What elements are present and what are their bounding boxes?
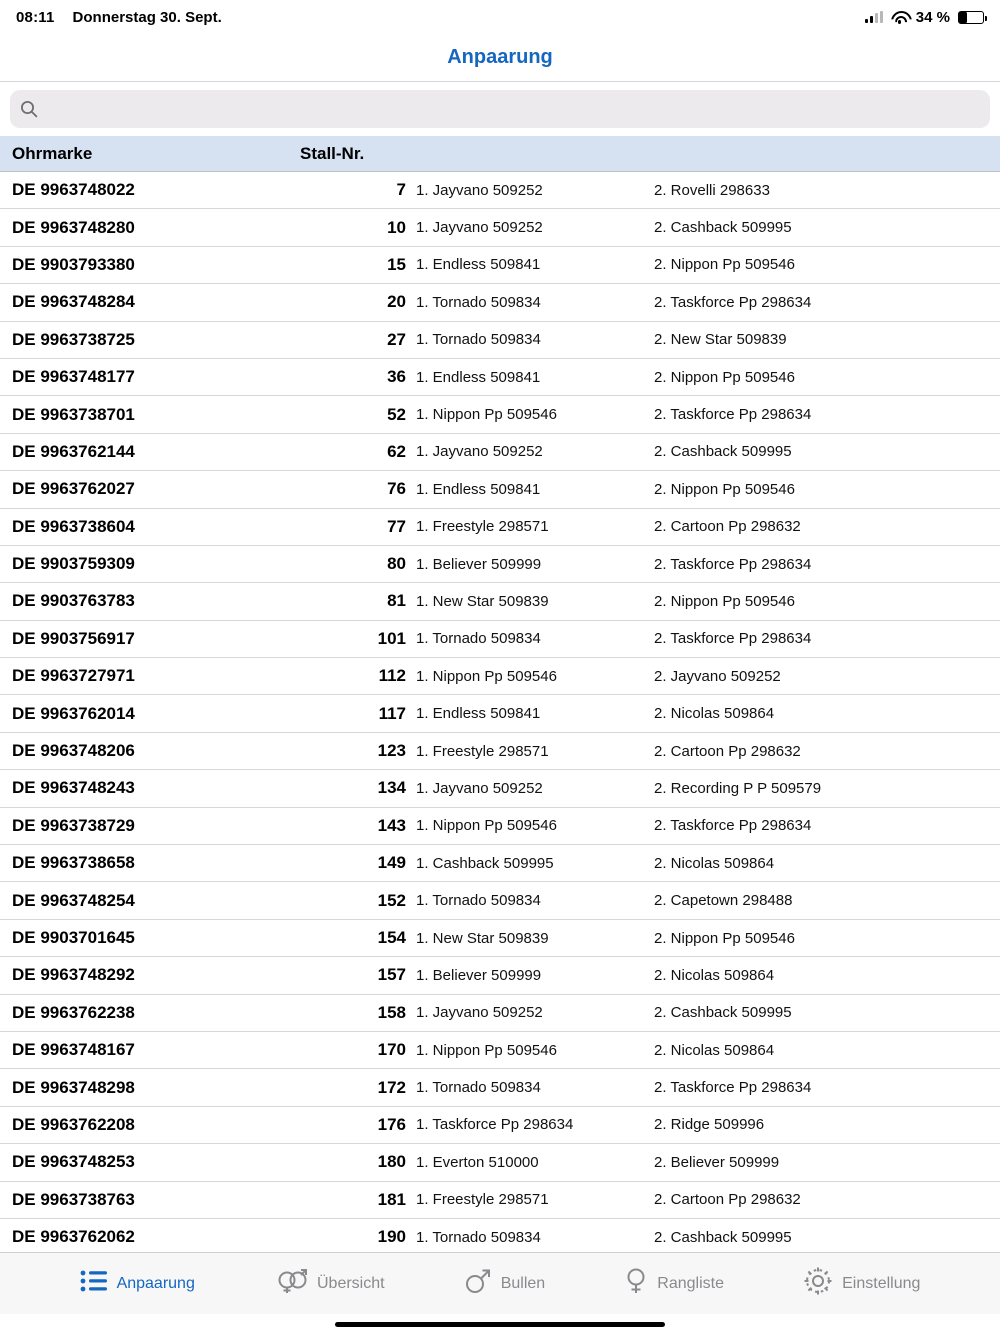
- gear-icon: [803, 1266, 833, 1301]
- cell-ohrmarke: DE 9903701645: [12, 928, 135, 947]
- tab-label-rangliste: Rangliste: [657, 1274, 724, 1292]
- cell-bull-first: 1. Endless 509841: [416, 705, 541, 723]
- cell-ohrmarke: DE 9963762238: [12, 1002, 135, 1022]
- cell-bull-first: 1. Tornado 509834: [416, 1228, 541, 1246]
- cell-bull-second: 2. Taskforce Pp 298634: [654, 406, 812, 424]
- cell-bull-second: 2. Cashback 509995: [654, 1004, 792, 1022]
- cell-bull-first: 1. Cashback 509995: [416, 854, 554, 872]
- table-row[interactable]: [0, 658, 1000, 695]
- cell-bull-first: 1. Nippon Pp 509546: [416, 1041, 557, 1059]
- cell-bull-second: 2. Nippon Pp 509546: [654, 480, 795, 498]
- column-header-ohrmarke: Ohrmarke: [12, 143, 93, 163]
- table-row[interactable]: [0, 546, 1000, 583]
- cell-bull-first: 1. Tornado 509834: [416, 892, 541, 910]
- cell-bull-second: 2. Believer 509999: [654, 1153, 780, 1171]
- cell-bull-second: 2. Capetown 298488: [654, 892, 793, 910]
- cell-bull-second: 2. Nippon Pp 509546: [654, 592, 795, 610]
- table-row[interactable]: [0, 172, 1000, 209]
- tab-rangliste[interactable]: [624, 1267, 724, 1300]
- cell-bull-first: 1. Tornado 509834: [416, 293, 541, 311]
- table-row[interactable]: [0, 1069, 1000, 1106]
- cell-bull-second: 2. Cashback 509995: [654, 1228, 792, 1246]
- cell-bull-second: 2. Taskforce Pp 298634: [654, 630, 812, 648]
- cell-stall-nr: 149: [377, 853, 406, 873]
- cell-stall-nr: 117: [378, 703, 406, 723]
- cell-stall-nr: 7: [396, 180, 406, 200]
- cell-bull-first: 1. Nippon Pp 509546: [416, 817, 557, 835]
- cell-bull-second: 2. Cartoon Pp 298632: [654, 742, 801, 760]
- table-row[interactable]: [0, 920, 1000, 957]
- table-row[interactable]: [0, 583, 1000, 620]
- cell-ohrmarke: DE 9903763783: [12, 591, 135, 611]
- tab-label-bersicht: Übersicht: [316, 1274, 385, 1292]
- tab-bar: [0, 1252, 1000, 1314]
- table-row[interactable]: [0, 957, 1000, 994]
- cell-bull-first: 1. Jayvano 509252: [416, 219, 543, 237]
- cell-ohrmarke: DE 9963738658: [12, 853, 135, 873]
- cell-bull-first: 1. Jayvano 509252: [416, 779, 543, 797]
- male-female-icon: [274, 1267, 308, 1300]
- table-row[interactable]: [0, 770, 1000, 807]
- status-time: 08:11: [16, 8, 55, 26]
- cell-stall-nr: 27: [387, 329, 406, 349]
- cell-bull-first: 1. New Star 509839: [416, 592, 549, 610]
- tab-label-bullen: Bullen: [500, 1274, 546, 1292]
- cell-bull-first: 1. Freestyle 298571: [416, 518, 549, 536]
- cell-bull-second: 2. Nippon Pp 509546: [654, 256, 795, 274]
- cell-bull-first: 1. Jayvano 509252: [416, 1004, 543, 1022]
- cell-stall-nr: 152: [377, 890, 406, 910]
- page-title: Anpaarung: [447, 46, 553, 68]
- table-row[interactable]: [0, 284, 1000, 321]
- cell-bull-first: 1. Freestyle 298571: [416, 1191, 549, 1209]
- cell-bull-second: 2. New Star 509839: [654, 331, 787, 349]
- cell-ohrmarke: DE 9963748298: [12, 1077, 135, 1097]
- status-date: Donnerstag 30. Sept.: [72, 8, 222, 26]
- cell-bull-first: 1. Endless 509841: [416, 368, 541, 386]
- cell-bull-second: 2. Rovelli 298633: [654, 181, 770, 199]
- table-row[interactable]: [0, 621, 1000, 658]
- cell-bull-first: 1. Tornado 509834: [416, 331, 541, 349]
- battery-icon: [958, 11, 984, 24]
- table-row[interactable]: [0, 434, 1000, 471]
- cell-bull-first: 1. Tornado 509834: [416, 1079, 541, 1097]
- cell-bull-second: 2. Cartoon Pp 298632: [654, 518, 801, 536]
- table-row[interactable]: [0, 1182, 1000, 1219]
- cell-ohrmarke: DE 9963748253: [12, 1152, 135, 1172]
- cell-stall-nr: 123: [377, 741, 406, 761]
- tab-bullen[interactable]: [464, 1267, 545, 1300]
- column-header-stall-nr: Stall-Nr.: [300, 143, 365, 163]
- table-row[interactable]: [0, 1219, 1000, 1252]
- cell-stall-nr: 81: [387, 591, 406, 611]
- cell-bull-first: 1. Taskforce Pp 298634: [416, 1116, 574, 1134]
- table-row[interactable]: [0, 396, 1000, 433]
- cell-stall-nr: 101: [377, 628, 406, 648]
- cell-ohrmarke: DE 9963738729: [12, 815, 135, 835]
- cell-ohrmarke: DE 9963748254: [12, 890, 135, 910]
- cell-bull-second: 2. Cashback 509995: [654, 443, 792, 461]
- male-icon: [464, 1267, 492, 1300]
- cell-bull-second: 2. Nicolas 509864: [654, 1041, 775, 1059]
- table-row[interactable]: [0, 509, 1000, 546]
- cell-ohrmarke: DE 9903759309: [12, 554, 135, 574]
- cell-ohrmarke: DE 9903756917: [12, 628, 135, 648]
- cell-bull-second: 2. Nippon Pp 509546: [654, 368, 795, 386]
- cell-stall-nr: 176: [377, 1114, 406, 1134]
- cell-stall-nr: 76: [387, 479, 406, 499]
- cell-stall-nr: 134: [377, 778, 406, 798]
- cell-ohrmarke: DE 9963762062: [12, 1227, 135, 1247]
- tab-bersicht[interactable]: [274, 1267, 385, 1300]
- status-right-group: [865, 9, 984, 26]
- cell-bull-first: 1. Nippon Pp 509546: [416, 406, 557, 424]
- cell-ohrmarke: DE 9963748280: [12, 217, 135, 237]
- search-input[interactable]: [46, 100, 980, 118]
- cell-ohrmarke: DE 9963748167: [12, 1040, 135, 1060]
- cell-ohrmarke: DE 9963762014: [12, 703, 135, 723]
- search-icon: [20, 100, 38, 118]
- cell-stall-nr: 181: [377, 1189, 406, 1209]
- table-header: [0, 136, 1000, 172]
- cell-stall-nr: 143: [377, 815, 406, 835]
- cell-stall-nr: 190: [377, 1227, 406, 1247]
- table-row[interactable]: [0, 995, 1000, 1032]
- cell-ohrmarke: DE 9963748206: [12, 741, 135, 761]
- cell-bull-second: 2. Taskforce Pp 298634: [654, 1079, 812, 1097]
- cell-ohrmarke: DE 9963738725: [12, 329, 135, 349]
- cell-ohrmarke: DE 9963748022: [12, 180, 135, 200]
- cell-bull-first: 1. Jayvano 509252: [416, 443, 543, 461]
- navigation-bar: [0, 34, 1000, 82]
- cell-ohrmarke: DE 9963738604: [12, 516, 135, 536]
- battery-percent: 34 %: [915, 8, 950, 26]
- table-row[interactable]: [0, 695, 1000, 732]
- female-icon: [624, 1267, 648, 1300]
- cell-stall-nr: 62: [387, 441, 406, 461]
- cell-bull-first: 1. Endless 509841: [416, 480, 541, 498]
- tab-label-einstellung: Einstellung: [842, 1274, 921, 1292]
- cell-ohrmarke: DE 9963748243: [12, 778, 135, 798]
- cell-bull-first: 1. Freestyle 298571: [416, 742, 549, 760]
- cell-bull-first: 1. Tornado 509834: [416, 630, 541, 648]
- table-row[interactable]: [0, 247, 1000, 284]
- cell-bull-first: 1. Believer 509999: [416, 555, 542, 573]
- table-row[interactable]: [0, 845, 1000, 882]
- cell-ohrmarke: DE 9963748292: [12, 965, 135, 985]
- cell-stall-nr: 77: [387, 516, 406, 536]
- table-row[interactable]: [0, 322, 1000, 359]
- cell-stall-nr: 180: [377, 1152, 406, 1172]
- cow-list[interactable]: [0, 172, 1000, 1252]
- cell-bull-second: 2. Nicolas 509864: [654, 854, 775, 872]
- table-row[interactable]: [0, 1144, 1000, 1181]
- cell-bull-second: 2. Nicolas 509864: [654, 966, 775, 984]
- table-row[interactable]: [0, 733, 1000, 770]
- tab-label-anpaarung: Anpaarung: [116, 1274, 195, 1292]
- cell-bull-first: 1. Believer 509999: [416, 966, 542, 984]
- cell-bull-second: 2. Nippon Pp 509546: [654, 929, 795, 947]
- table-row[interactable]: [0, 359, 1000, 396]
- cell-stall-nr: 172: [377, 1077, 406, 1097]
- cell-bull-second: 2. Ridge 509996: [654, 1116, 765, 1134]
- home-indicator: [0, 1314, 1000, 1334]
- cell-stall-nr: 20: [387, 292, 406, 312]
- table-row[interactable]: [0, 209, 1000, 246]
- cell-stall-nr: 158: [377, 1002, 406, 1022]
- search-bar[interactable]: [10, 90, 990, 128]
- cell-stall-nr: 80: [387, 554, 406, 574]
- table-row[interactable]: [0, 882, 1000, 919]
- cell-ohrmarke: DE 9963727971: [12, 666, 135, 686]
- table-row[interactable]: [0, 1107, 1000, 1144]
- cell-stall-nr: 15: [387, 254, 406, 274]
- cell-ohrmarke: DE 9963762208: [12, 1114, 135, 1134]
- cell-ohrmarke: DE 9963748177: [12, 367, 135, 387]
- cell-bull-second: 2. Taskforce Pp 298634: [654, 817, 812, 835]
- cell-stall-nr: 157: [377, 965, 406, 985]
- tab-einstellung[interactable]: [803, 1266, 920, 1301]
- cell-bull-first: 1. Nippon Pp 509546: [416, 667, 557, 685]
- cell-bull-first: 1. Everton 510000: [416, 1153, 539, 1171]
- cell-stall-nr: 112: [378, 666, 406, 686]
- cell-bull-second: 2. Cartoon Pp 298632: [654, 1191, 801, 1209]
- cell-ohrmarke: DE 9963762027: [12, 479, 135, 499]
- cell-ohrmarke: DE 9963748284: [12, 292, 135, 312]
- cell-ohrmarke: DE 9963738701: [12, 404, 135, 424]
- cell-stall-nr: 154: [377, 928, 406, 947]
- search-container: [0, 82, 1000, 136]
- cell-ohrmarke: DE 9903793380: [12, 254, 135, 274]
- table-row[interactable]: [0, 1032, 1000, 1069]
- cell-bull-first: 1. Endless 509841: [416, 256, 541, 274]
- cell-ohrmarke: DE 9963738763: [12, 1189, 135, 1209]
- table-row[interactable]: [0, 471, 1000, 508]
- cell-stall-nr: 10: [387, 217, 406, 237]
- tab-anpaarung[interactable]: [80, 1269, 195, 1298]
- cell-bull-second: 2. Cashback 509995: [654, 219, 792, 237]
- cell-stall-nr: 52: [387, 404, 406, 424]
- cell-bull-first: 1. New Star 509839: [416, 929, 549, 947]
- cell-bull-second: 2. Nicolas 509864: [654, 705, 775, 723]
- cell-stall-nr: 170: [377, 1040, 406, 1060]
- table-row[interactable]: [0, 808, 1000, 845]
- list-icon: [80, 1269, 108, 1298]
- wifi-icon: [891, 11, 908, 24]
- status-bar: [0, 0, 1000, 34]
- cell-bull-second: 2. Jayvano 509252: [654, 667, 781, 685]
- cell-bull-second: 2. Recording P P 509579: [654, 779, 822, 797]
- cell-bull-first: 1. Jayvano 509252: [416, 181, 543, 199]
- cell-bull-second: 2. Taskforce Pp 298634: [654, 293, 812, 311]
- cell-bull-second: 2. Taskforce Pp 298634: [654, 555, 812, 573]
- cell-ohrmarke: DE 9963762144: [12, 441, 135, 461]
- cellular-signal-icon: [865, 11, 883, 23]
- cell-stall-nr: 36: [387, 367, 406, 387]
